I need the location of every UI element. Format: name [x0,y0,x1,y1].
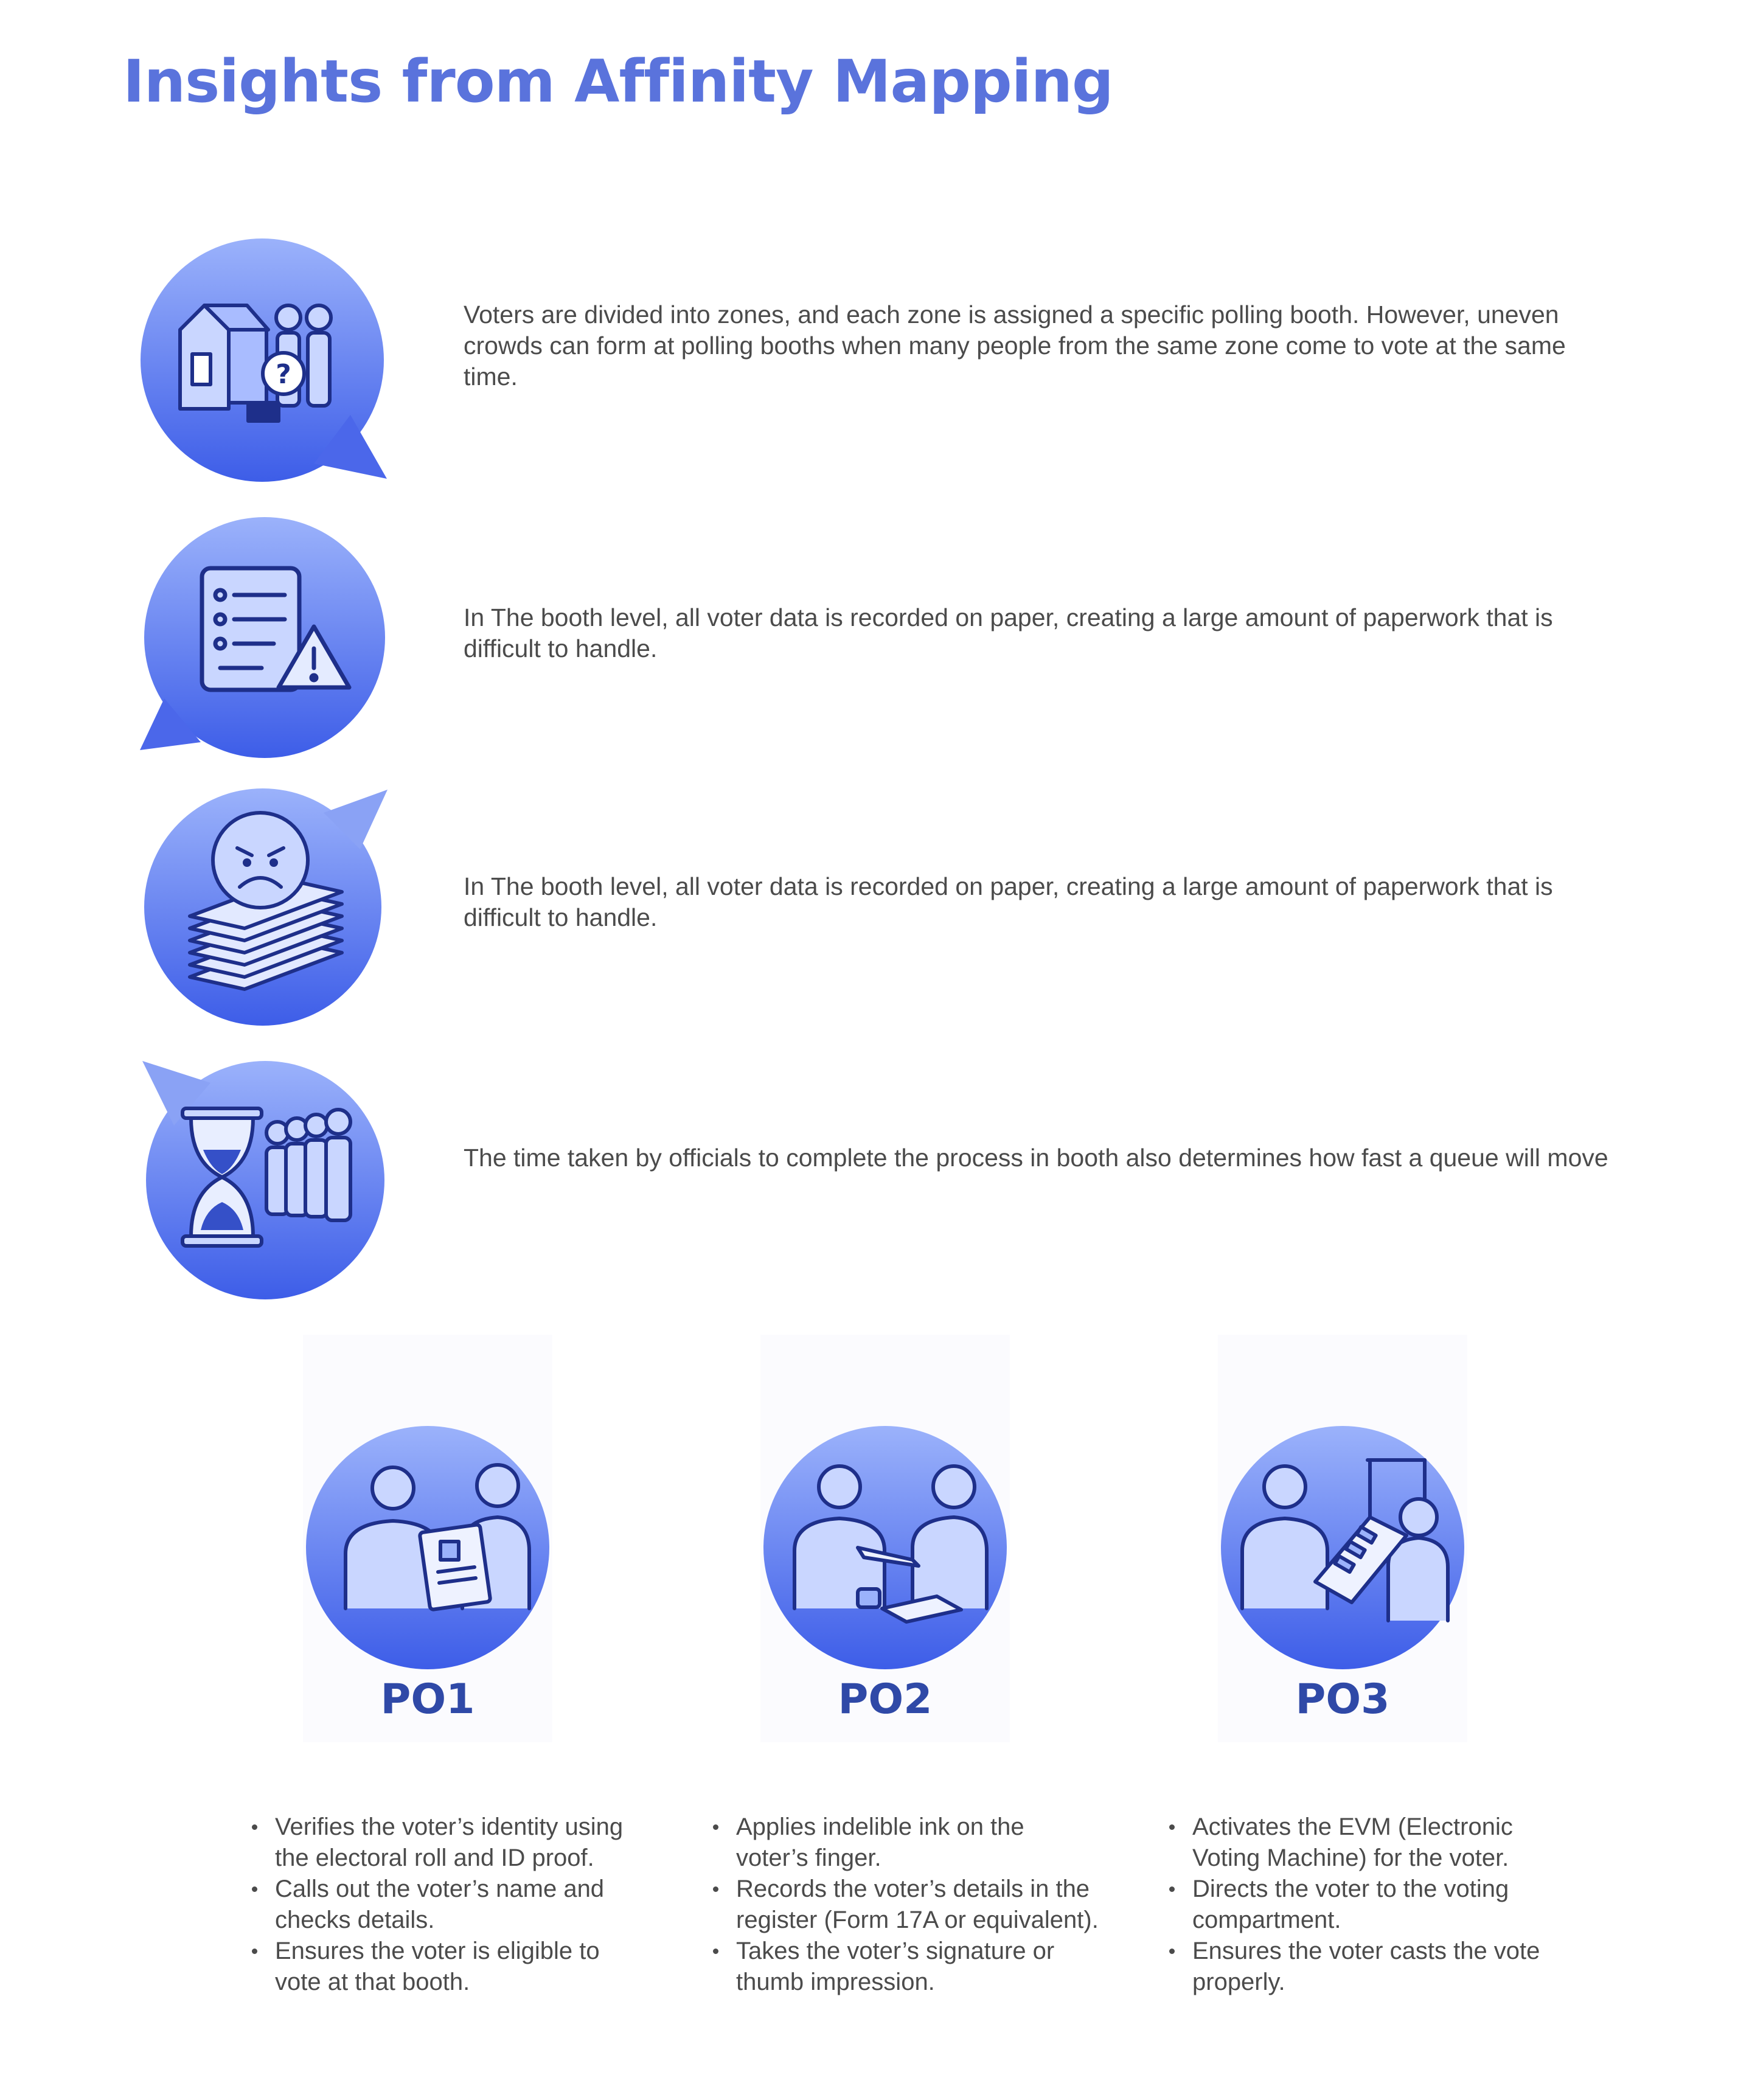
officer-card-po1 [303,1335,552,1742]
hourglass-queue-icon [137,1059,393,1302]
list-item: Records the voter’s details in the register (Form 17A or equivalent). [712,1874,1101,1936]
list-item: Ensures the voter casts the vote properly. [1168,1936,1557,1998]
ink-marking-icon [760,1426,1010,1669]
list-item: Applies indelible ink on the voter’s finger. [712,1812,1101,1874]
duty-list-po3 [1168,1812,1557,1998]
identity-verification-icon [303,1426,552,1669]
officer-card-po2 [760,1335,1010,1742]
page-title: Insights from Affinity Mapping [123,47,1113,116]
insight-text: In The booth level, all voter data is recorded on paper, creating a large amount of paperwork that is difficult to handle. [464,872,1553,931]
duty-list-po1 [251,1812,640,1998]
list-item: Ensures the voter is eligible to vote at that booth. [251,1936,640,1998]
list-item: Activates the EVM (Electronic Voting Machine) for the voter. [1168,1812,1557,1874]
officer-label: PO2 [838,1675,933,1723]
svg-text:?: ? [276,359,291,390]
insight-text: In The booth level, all voter data is recorded on paper, creating a large amount of paperwork that is difficult to handle. [464,603,1553,662]
officer-card-po3 [1218,1335,1467,1742]
list-item: Verifies the voter’s identity using the electoral roll and ID proof. [251,1812,640,1874]
list-item: Calls out the voter’s name and checks details. [251,1874,640,1936]
insight-text: Voters are divided into zones, and each zone is assigned a specific polling booth. However, uneven crowds can form at polling booths when many people from the same zone come to vote at the same time. [464,301,1566,391]
officer-label: PO3 [1295,1675,1390,1723]
list-item: Takes the voter’s signature or thumb impression. [712,1936,1101,1998]
insight-text: The time taken by officials to complete the process in booth also determines how fast a queue will move [464,1144,1608,1172]
list-item: Directs the voter to the voting compartment. [1168,1874,1557,1936]
evm-voting-icon [1218,1426,1467,1669]
officer-label: PO1 [380,1675,475,1723]
frustrated-paper-stack-icon [135,788,391,1026]
polling-booth-crowd-icon [95,232,411,488]
paperwork-warning-icon [128,516,408,759]
duty-list-po2 [712,1812,1101,1998]
